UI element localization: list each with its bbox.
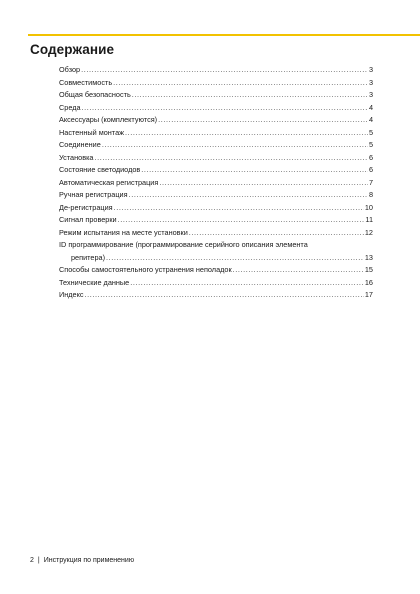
toc-entry-id-programming[interactable]: [59, 239, 373, 264]
toc-entry-page: 15: [364, 265, 373, 274]
toc-entry-page: 4: [368, 102, 373, 112]
toc-entry-label: Индекс: [59, 290, 84, 299]
toc-dot-leader: [82, 102, 368, 115]
toc-entry-label: Де-регистрация: [59, 202, 113, 212]
toc-dot-leader: [129, 189, 368, 202]
toc-entry-accessories[interactable]: [59, 114, 373, 127]
toc-entry-installation[interactable]: [59, 152, 373, 165]
toc-entry-page: 12: [364, 227, 373, 237]
toc-entry-page: 3: [368, 90, 373, 99]
toc-entry-label-line2: репитера): [71, 252, 106, 262]
toc-entry-page: 17: [364, 290, 373, 299]
toc-entry-page: 3: [368, 65, 373, 74]
toc-entry-overview[interactable]: [59, 64, 373, 77]
toc-entry-page: 3: [368, 77, 373, 87]
toc-entry-environment[interactable]: [59, 102, 373, 115]
toc-entry-label: Режим испытания на месте установки: [59, 227, 188, 237]
toc-entry-label: Ручная регистрация: [59, 190, 128, 199]
toc-entry-page: 7: [368, 177, 373, 187]
table-of-contents: [59, 64, 373, 302]
toc-entry-page: 10: [364, 202, 373, 212]
toc-entry-label: Общая безопасность: [59, 90, 131, 99]
toc-entry-page: 13: [364, 252, 373, 262]
toc-entry-general-safety[interactable]: [59, 89, 373, 102]
toc-entry-label: Установка: [59, 152, 94, 162]
toc-dot-leader: [114, 202, 364, 215]
toc-entry-page: 11: [365, 215, 373, 224]
toc-entry-label-line1: ID программирование (программирование серийного описания элемента: [59, 240, 308, 249]
toc-entry-specifications[interactable]: [59, 277, 373, 290]
toc-entry-label: Настенный монтаж: [59, 127, 125, 137]
toc-entry-manual-registration[interactable]: [59, 189, 373, 202]
toc-entry-page: 16: [364, 277, 373, 287]
toc-dot-leader: [159, 177, 368, 190]
toc-entry-label: Совместимость: [59, 77, 113, 87]
toc-entry-index[interactable]: [59, 289, 373, 302]
toc-entry-label: Автоматическая регистрация: [59, 177, 159, 187]
toc-entry-page: 4: [368, 115, 373, 124]
toc-dot-leader: [85, 289, 364, 302]
toc-entry-label: Способы самостоятельного устранения неполадок: [59, 265, 232, 274]
toc-entry-label: Технические данные: [59, 277, 130, 287]
toc-entry-label: Сигнал проверки: [59, 215, 117, 224]
toc-entry-label: Среда: [59, 102, 81, 112]
toc-dot-leader: [95, 152, 368, 165]
footer-document-name: Инструкция по применению: [43, 557, 135, 564]
footer-page-number: 2: [30, 557, 34, 564]
toc-entry-page: 8: [368, 190, 373, 199]
toc-entry-troubleshooting[interactable]: [59, 264, 373, 277]
toc-entry-page: 6: [368, 152, 373, 162]
toc-entry-auto-registration[interactable]: [59, 177, 373, 190]
header-accent-rule: [28, 34, 420, 36]
toc-entry-page: 5: [368, 127, 373, 137]
toc-entry-compatibility[interactable]: [59, 77, 373, 90]
toc-dot-leader: [102, 139, 368, 152]
toc-dot-leader: [158, 114, 368, 127]
toc-entry-label: Состояние светодиодов: [59, 165, 141, 174]
toc-entry-led-status[interactable]: [59, 164, 373, 177]
toc-entry-label: Аксессуары (комплектуются): [59, 115, 158, 124]
page-title: Содержание: [30, 42, 115, 57]
toc-entry-deregistration[interactable]: [59, 202, 373, 215]
toc-entry-continuation: [59, 252, 373, 265]
toc-dot-leader: [189, 227, 364, 240]
toc-entry-label: Соединение: [59, 140, 101, 149]
toc-entry-connection[interactable]: [59, 139, 373, 152]
toc-dot-leader: [113, 77, 368, 90]
toc-dot-leader: [130, 277, 364, 290]
toc-dot-leader: [81, 64, 368, 77]
toc-entry-label: Обзор: [59, 65, 81, 74]
toc-entry-page: 6: [368, 165, 373, 174]
toc-entry-test-signal[interactable]: [59, 214, 373, 227]
page-footer: [30, 557, 134, 564]
toc-entry-page: 5: [368, 140, 373, 149]
toc-dot-leader: [233, 264, 364, 277]
footer-separator: |: [37, 557, 40, 564]
toc-dot-leader: [125, 127, 368, 140]
toc-dot-leader: [118, 214, 365, 227]
toc-entry-wall-mounting[interactable]: [59, 127, 373, 140]
toc-entry-site-test-mode[interactable]: [59, 227, 373, 240]
toc-dot-leader: [106, 252, 364, 265]
toc-dot-leader: [132, 89, 368, 102]
toc-dot-leader: [141, 164, 368, 177]
